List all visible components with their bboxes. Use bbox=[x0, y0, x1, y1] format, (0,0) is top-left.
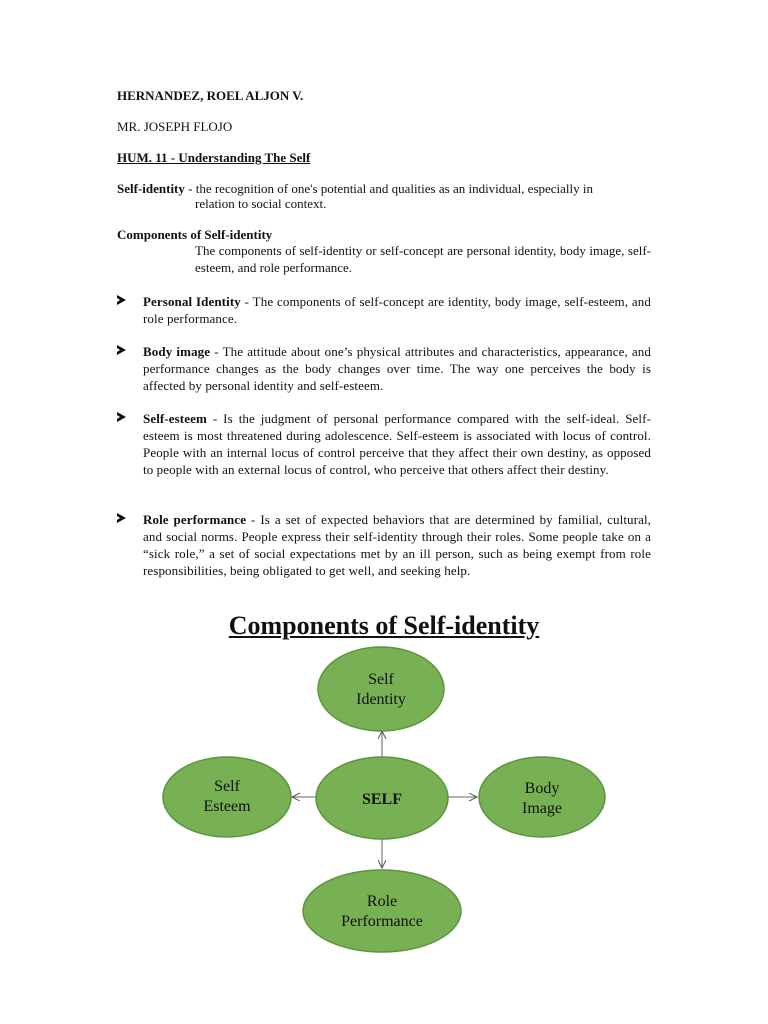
diagram-title: Components of Self-identity bbox=[228, 611, 540, 640]
node-self-center bbox=[316, 757, 448, 839]
bullet-text: - Is a set of expected behaviors that are determined by familial, cultural, and social norms. People express their self-identity through their roles. Some people take on a “sick role,” a set of social expectations met by an ill person, such as being exempt from role responsibilities, being obligated to get well, and seeking help. bbox=[143, 512, 652, 578]
components-heading: Components of Self-identity bbox=[117, 227, 273, 242]
node-self-label: SELF bbox=[361, 791, 403, 808]
node-body-image-line1: Body bbox=[524, 780, 560, 797]
node-self-esteem-line1: Self bbox=[214, 778, 240, 795]
node-self-identity-line2: Identity bbox=[356, 691, 406, 708]
node-self-identity-line1: Self bbox=[368, 671, 394, 688]
bullet-term: Role performance bbox=[143, 512, 247, 527]
node-role-performance bbox=[303, 870, 461, 952]
node-self-esteem bbox=[163, 757, 291, 837]
bullet-term: Body image bbox=[143, 344, 211, 359]
bullet-text: - The components of self-concept are identity, body image, self-esteem, and role performance. bbox=[143, 294, 651, 326]
arrow-bullet-icon bbox=[117, 513, 126, 523]
bullet-text: - Is the judgment of personal performance compared with the self-ideal. Self-esteem is most threatened during adolescence. Self-esteem is associated with locus of control. People with an internal locus of control perceive that they affect their own destiny, as opposed to people with an external locus of control, who perceive that others affect their destiny. bbox=[143, 411, 651, 477]
node-self-identity bbox=[318, 647, 444, 731]
bullet-text: - The attitude about one’s physical attributes and characteristics, appearance, and performance changes as the body changes over time. The way one perceives the body is affected by personal identity and self-esteem. bbox=[143, 344, 651, 393]
node-role-performance-line1: Role bbox=[366, 893, 398, 910]
instructor-name: MR. JOSEPH FLOJO bbox=[117, 119, 233, 134]
definition-text-line1: - the recognition of one's potential and qualities as an individual, especially in bbox=[184, 181, 594, 196]
node-self-esteem-line2: Esteem bbox=[203, 798, 251, 815]
self-identity-definition bbox=[117, 181, 651, 197]
definition-text-line2: relation to social context. bbox=[195, 196, 327, 211]
node-body-image bbox=[479, 757, 605, 837]
bullet-term: Self-esteem bbox=[143, 411, 207, 426]
self-identity-diagram bbox=[0, 640, 768, 960]
node-body-image-line2: Image bbox=[522, 800, 562, 817]
definition-term: Self-identity bbox=[117, 181, 185, 196]
arrow-bullet-icon bbox=[117, 412, 126, 422]
arrow-bullet-icon bbox=[117, 295, 126, 305]
arrow-bullet-icon bbox=[117, 345, 126, 355]
course-title: HUM. 11 - Understanding The Self bbox=[117, 150, 311, 165]
student-name: HERNANDEZ, ROEL ALJON V. bbox=[117, 88, 304, 103]
bullet-term: Personal Identity bbox=[143, 294, 241, 309]
node-role-performance-line2: Performance bbox=[341, 913, 423, 930]
components-intro: The components of self-identity or self-concept are personal identity, body image, self-esteem, and role performance. bbox=[195, 243, 651, 275]
